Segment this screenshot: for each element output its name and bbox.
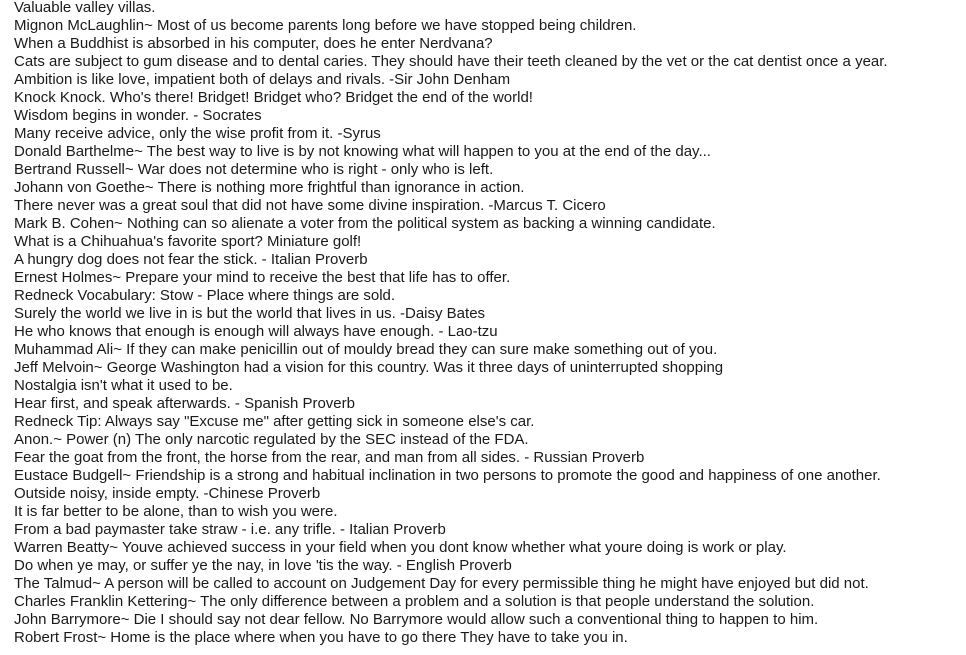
quote-line: Nostalgia isn't what it used to be. bbox=[14, 377, 233, 394]
quote-line: Do when ye may, or suffer ye the nay, in love 'tis the way. - English Proverb bbox=[14, 557, 512, 574]
quote-line: Outside noisy, inside empty. -Chinese Proverb bbox=[14, 485, 321, 502]
quote-line: Jeff Melvoin~ George Washington had a vision for this country. Was it three days of uninterrupted shopping bbox=[14, 359, 724, 376]
quote-line: He who knows that enough is enough will always have enough. - Lao-tzu bbox=[14, 323, 498, 340]
quote-line: When a Buddhist is absorbed in his computer, does he enter Nerdvana? bbox=[14, 35, 493, 52]
quote-line: Many receive advice, only the wise profit from it. -Syrus bbox=[14, 125, 381, 142]
quote-line: Bertrand Russell~ War does not determine who is right - only who is left. bbox=[14, 161, 494, 178]
quote-line: Wisdom begins in wonder. - Socrates bbox=[14, 107, 262, 124]
quote-line: Cats are subject to gum disease and to dental caries. They should have their teeth cleaned by the vet or the cat dentist once a year. bbox=[14, 53, 888, 70]
quote-line: Hear first, and speak afterwards. - Spanish Proverb bbox=[14, 395, 355, 412]
quote-line: Redneck Tip: Always say "Excuse me" after getting sick in someone else's car. bbox=[14, 413, 535, 430]
quote-line: Eustace Budgell~ Friendship is a strong and habitual inclination in two persons to promote the good and happiness of one another. bbox=[14, 467, 881, 484]
quote-line: From a bad paymaster take straw - i.e. any trifle. - Italian Proverb bbox=[14, 521, 446, 538]
quote-line: Muhammad Ali~ If they can make penicillin out of mouldy bread they can sure make something out of you. bbox=[14, 341, 718, 358]
quote-line: Fear the goat from the front, the horse from the rear, and man from all sides. - Russian Proverb bbox=[14, 449, 645, 466]
quote-line: Redneck Vocabulary: Stow - Place where things are sold. bbox=[14, 287, 396, 304]
quote-line: Charles Franklin Kettering~ The only difference between a problem and a solution is that people understand the solution. bbox=[14, 593, 815, 610]
quote-line: Johann von Goethe~ There is nothing more frightful than ignorance in action. bbox=[14, 179, 525, 196]
quote-line: Surely the world we live in is but the world that lives in us. -Daisy Bates bbox=[14, 305, 486, 322]
quote-line: John Barrymore~ Die I should say not dear fellow. No Barrymore would allow such a conventional thing to happen to him. bbox=[14, 611, 819, 628]
quote-line: Mark B. Cohen~ Nothing can so alienate a voter from the political system as backing a winning candidate. bbox=[14, 215, 716, 232]
quote-line: Valuable valley villas. bbox=[14, 0, 156, 16]
quote-line: It is far better to be alone, than to wish you were. bbox=[14, 503, 338, 520]
quote-list bbox=[14, 0, 888, 647]
quote-line: Warren Beatty~ Youve achieved success in your field when you dont know whether what youre doing is work or play. bbox=[14, 539, 787, 556]
quote-line: Anon.~ Power (n) The only narcotic regulated by the SEC instead of the FDA. bbox=[14, 431, 529, 448]
quote-line: A hungry dog does not fear the stick. - Italian Proverb bbox=[14, 251, 368, 268]
quote-line: Ernest Holmes~ Prepare your mind to receive the best that life has to offer. bbox=[14, 269, 511, 286]
quote-line: The Talmud~ A person will be called to account on Judgement Day for every permissible thing he might have enjoyed but did not. bbox=[14, 575, 869, 592]
quote-line: Knock Knock. Who's there! Bridget! Bridget who? Bridget the end of the world! bbox=[14, 89, 533, 106]
quote-line: Mignon McLaughlin~ Most of us become parents long before we have stopped being children. bbox=[14, 17, 637, 34]
quote-line: Robert Frost~ Home is the place where when you have to go there They have to take you in. bbox=[14, 629, 628, 646]
quote-line: Donald Barthelme~ The best way to live is by not knowing what will happen to you at the end of the day... bbox=[14, 143, 711, 160]
quote-line: Ambition is like love, impatient both of delays and rivals. -Sir John Denham bbox=[14, 71, 511, 88]
quote-line: There never was a great soul that did not have some divine inspiration. -Marcus T. Cicero bbox=[14, 197, 606, 214]
quote-line: What is a Chihuahua's favorite sport? Miniature golf! bbox=[14, 233, 362, 250]
